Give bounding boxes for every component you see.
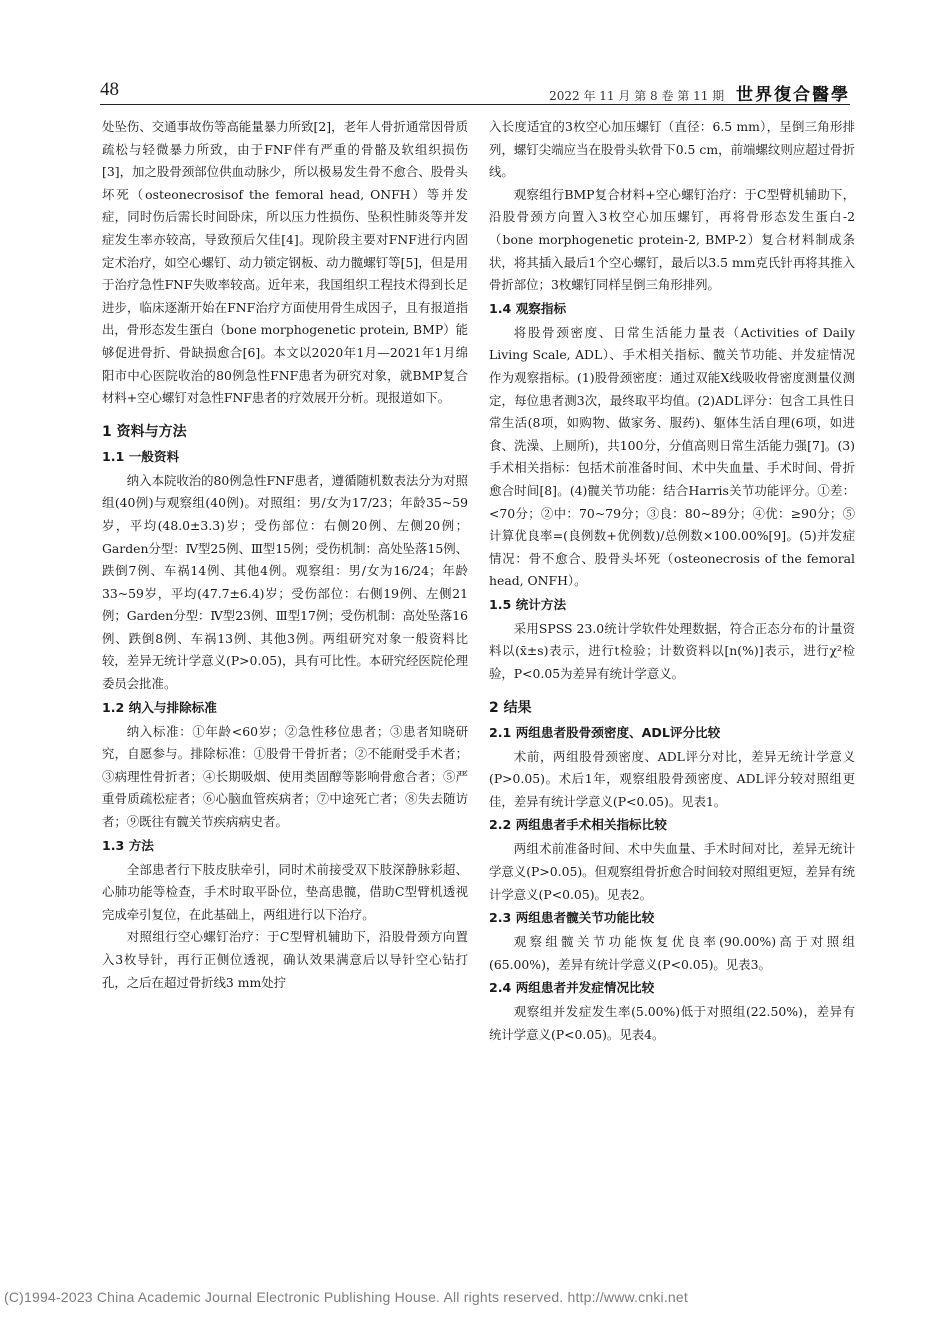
running-head (549, 80, 850, 105)
subsection-heading: 1.2 纳入与排除标准 (102, 699, 217, 715)
body-paragraph: 全部患者行下肢皮肤牵引，同时术前接受双下肢深静脉彩超、心肺功能等检查，手术时取平卧位，垫高患髋，借助C型臂机透视完成牵引复位，在此基础上，两组进行以下治疗。 (102, 861, 468, 922)
subsection-heading: 2.2 两组患者手术相关指标比较 (489, 817, 667, 833)
body-paragraph: 对照组行空心螺钉治疗：于C型臂机辅助下，沿股骨颈方向置入3枚导针，再行正侧位透视，确认效果满意后以导针空心钻打孔，之后在超过骨折线3 mm处拧 (102, 929, 468, 990)
body-paragraph: 术前，两组股骨颈密度、ADL评分对比，差异无统计学意义(P>0.05)。术后1年，观察组股骨颈密度、ADL评分较对照组更佳，差异有统计学意义(P<0.05)。见表1。 (489, 748, 855, 809)
body-paragraph: 观察组行BMP复合材料+空心螺钉治疗：于C型臂机辅助下，沿股骨颈方向置入3枚空心加压螺钉，再将骨形态发生蛋白-2（bone morphogenetic protein-2, BMP-2）复合材料制成条状，将其插入最后1个空心螺钉，最后以3.5 mm克氏针再将其推入骨折部位；3枚螺钉同样呈倒三角形排列。 (489, 186, 855, 293)
body-paragraph: 纳入标准：①年龄<60岁；②急性移位患者；③患者知晓研究，自愿参与。排除标准：①股骨干骨折者；②不能耐受手术者；③病理性骨折者；④长期吸烟、使用类固醇等影响骨愈合者；⑤严重骨质疏松症者；⑥心脑血管疾病者；⑦中途死亡者；⑧失去随访者；⑨既往有髋关节疾病病史者。 (102, 723, 468, 830)
body-paragraph: 两组术前准备时间、术中失血量、手术时间对比，差异无统计学意义(P>0.05)。但观察组骨折愈合时间较对照组更短，差异有统计学意义(P<0.05)。见表2。 (489, 841, 855, 902)
section-heading: 1 资料与方法 (102, 423, 187, 440)
body-paragraph: 观察组髋关节功能恢复优良率(90.00%)高于对照组(65.00%)，差异有统计学意义(P<0.05)。见表3。 (489, 934, 855, 972)
body-paragraph: 观察组并发症发生率(5.00%)低于对照组(22.50%)，差异有统计学意义(P<0.05)。见表4。 (489, 1004, 855, 1042)
body-paragraph: 将股骨颈密度、日常生活能力量表（Activities of Daily Living Scale, ADL）、手术相关指标、髋关节功能、并发症情况作为观察指标。(1)股骨颈密度：通过双能X线吸收骨密度测量仪测定，每位患者测3次，最终取平均值。(2)ADL评分：包含工具性日常生活(8项，如购物、做家务、服药)、躯体生活自理(6项，如进食、洗澡、上厕所)，共100分，分值高则日常生活能力强[7]。(3)手术相关指标：包括术前准备时间、术中失血量、手术时间、骨折愈合时间[8]。(4)髋关节功能：结合Harris关节功能评分。①差：<70分；②中：70~79分；③良：80~89分；④优：≥90分；⑤计算优良率=(良例数+优例数)/总例数×100.00%[9]。(5)并发症情况：骨不愈合、股骨头坏死（osteonecrosis of the femoral head, ONFH）。 (489, 324, 855, 589)
subsection-heading: 2.3 两组患者髋关节功能比较 (489, 910, 655, 926)
body-paragraph: 处坠伤、交通事故伤等高能量暴力所致[2]，老年人骨折通常因骨质疏松与轻微暴力所致，由于FNF伴有严重的骨骼及软组织损伤[3]，加之股骨颈部位供血动脉少，所以极易发生骨不愈合、股骨头坏死（osteonecrosisof the femoral head, ONFH）等并发症，同时伤后需长时间卧床，所以压力性损伤、坠积性肺炎等并发症发生率亦较高，导致预后欠佳[4]。现阶段主要对FNF进行内固定术治疗，如空心螺钉、动力锁定钢板、动力髋螺钉等[5]，但是用于治疗急性FNF失败率较高。近年来，我国组织工程技术得到长足进步，临床逐渐开始在FNF治疗方面使用骨生成因子，且有报道指出，骨形态发生蛋白（bone morphogenetic protein, BMP）能够促进骨折、骨缺损愈合[6]。本文以2020年1月—2021年1月绵阳市中心医院收治的80例急性FNF患者为研究对象，就BMP复合材料+空心螺钉对急性FNF患者的疗效展开分析。现报道如下。 (102, 119, 468, 406)
journal-logo: 世界復合醫學 (736, 85, 850, 105)
subsection-heading: 1.4 观察指标 (489, 300, 567, 316)
issue-info: 2022 年 11 月 第 8 卷 第 11 期 (549, 89, 725, 103)
header-rule (100, 104, 850, 105)
subsection-heading: 2.1 两组患者股骨颈密度、ADL评分比较 (489, 724, 721, 740)
page-number: 48 (100, 79, 119, 100)
subsection-heading: 2.4 两组患者并发症情况比较 (489, 980, 655, 996)
section-heading: 2 结果 (489, 699, 532, 716)
subsection-heading: 1.5 统计方法 (489, 596, 567, 612)
right-column (489, 116, 855, 1047)
body-paragraph: 入长度适宜的3枚空心加压螺钉（直径：6.5 mm），呈倒三角形排列，螺钉尖端应当在股骨头软骨下0.5 cm，前端螺纹则应超过骨折线。 (489, 119, 855, 180)
body-paragraph: 采用SPSS 23.0统计学软件处理数据，符合正态分布的计量资料以(x̄±s)表示，进行t检验；计数资料以[n(%)]表示，进行χ²检验，P<0.05为差异有统计学意义。 (489, 620, 855, 682)
left-column (102, 116, 468, 994)
subsection-heading: 1.1 一般资料 (102, 448, 180, 464)
body-paragraph: 纳入本院收治的80例急性FNF患者，遵循随机数表法分为对照组(40例)与观察组(40例)。对照组：男/女为17/23；年龄35~59岁，平均(48.0±3.3)岁；受伤部位：右侧20例、左侧20例；Garden分型：Ⅳ型25例、Ⅲ型15例；受伤机制：高处坠落15例、跌倒7例、车祸14例、其他4例。观察组：男/女为16/24；年龄33~59岁，平均(47.7±6.4)岁；受伤部位：右侧19例、左侧21例；Garden分型：Ⅳ型23例、Ⅲ型17例；受伤机制：高处坠落16例、跌倒8例、车祸13例、其他3例。两组研究对象一般资料比较，差异无统计学意义(P>0.05)，具有可比性。本研究经医院伦理委员会批准。 (102, 472, 468, 692)
subsection-heading: 1.3 方法 (102, 837, 154, 853)
copyright-footer: (C)1994-2023 China Academic Journal Electronic Publishing House. All rights reserved. http://www.cnki.net (4, 1289, 688, 1305)
